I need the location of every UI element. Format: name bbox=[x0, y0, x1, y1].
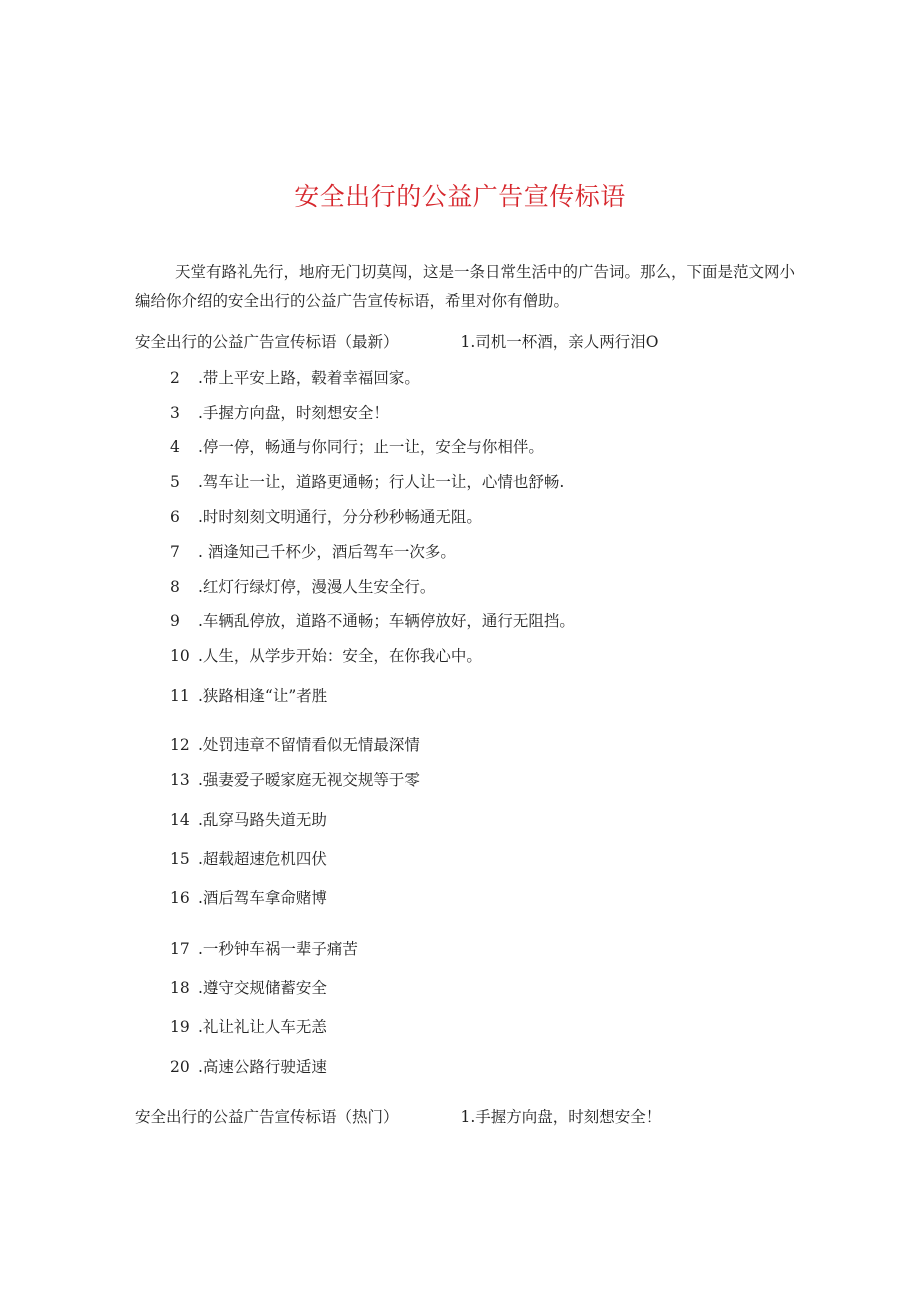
item-number: 5 bbox=[170, 473, 180, 491]
item-text: .超载超速危机四伏 bbox=[198, 850, 327, 868]
item-number: 2 bbox=[170, 369, 180, 387]
section-popular-heading: 安全出行的公益广告宣传标语（热门） bbox=[135, 1108, 399, 1126]
item-number: 19 bbox=[170, 1018, 190, 1036]
item-text: .人生，从学步开始：安全，在你我心中。 bbox=[198, 647, 482, 665]
list-item bbox=[170, 609, 575, 633]
item-number: 9 bbox=[170, 612, 180, 630]
item-text: .高速公路行驶适速 bbox=[198, 1058, 327, 1076]
list-item bbox=[170, 540, 456, 564]
item-text: .带上平安上路，毂着幸福回家。 bbox=[198, 369, 420, 387]
list-item bbox=[170, 808, 327, 832]
list-item bbox=[170, 976, 327, 1000]
list-item bbox=[170, 505, 482, 529]
item-text: .处罚违章不留情看似无情最深情 bbox=[198, 736, 420, 754]
list-item bbox=[170, 684, 327, 708]
item-number: 14 bbox=[170, 811, 190, 829]
item-text: .红灯行绿灯停，漫漫人生安全行。 bbox=[198, 578, 436, 596]
item-text: .停一停，畅通与你同行；止一让，安全与你相伴。 bbox=[198, 438, 544, 456]
item-text: .手握方向盘，时刻想安全！ bbox=[198, 404, 389, 422]
list-item bbox=[170, 1015, 327, 1039]
list-item bbox=[170, 847, 327, 871]
item-number: 8 bbox=[170, 578, 180, 596]
list-item bbox=[170, 768, 420, 792]
item-number: 4 bbox=[170, 438, 180, 456]
item-number: 18 bbox=[170, 979, 190, 997]
list-item bbox=[170, 435, 544, 459]
item-text: .强妻爱子暧家庭无视交规等于零 bbox=[198, 771, 420, 789]
item-text: .驾车让一让，道路更通畅；行人让一让，心情也舒畅. bbox=[198, 473, 565, 491]
item-text: .酒后驾车拿命赌博 bbox=[198, 889, 327, 907]
item-text: .遵守交规储蓄安全 bbox=[198, 979, 327, 997]
section-latest-line bbox=[135, 330, 659, 354]
item-text: . 酒逢知己千杯少，酒后驾车一次多。 bbox=[198, 543, 456, 561]
list-item bbox=[170, 470, 564, 494]
list-item bbox=[170, 937, 358, 961]
item-text: .礼让礼让人车无恙 bbox=[198, 1018, 327, 1036]
list-item bbox=[170, 886, 327, 910]
section-latest-heading: 安全出行的公益广告宣传标语（最新） bbox=[135, 333, 399, 351]
item-number: 12 bbox=[170, 736, 190, 754]
item-number: 20 bbox=[170, 1058, 190, 1076]
document-title: 安全出行的公益广告宣传标语 bbox=[294, 182, 626, 211]
item-number: 11 bbox=[170, 687, 190, 705]
list-item bbox=[170, 575, 435, 599]
item-number: 17 bbox=[170, 940, 190, 958]
section-popular-line bbox=[135, 1105, 661, 1129]
section-latest-first-item: 1.司机一杯酒，亲人两行泪O bbox=[460, 333, 659, 351]
list-item bbox=[170, 1055, 327, 1079]
list-item bbox=[170, 733, 420, 757]
list-item bbox=[170, 401, 389, 425]
intro-paragraph: 天堂有路礼先行，地府无门切莫闯，这是一条日常生活中的广告词。那么，下面是范文网小编给你介绍的安全出行的公益广告宣传标语，希里对你有僧助。 bbox=[135, 263, 796, 310]
item-number: 13 bbox=[170, 771, 190, 789]
item-number: 15 bbox=[170, 850, 190, 868]
item-text: .乱穿马路失道无助 bbox=[198, 811, 327, 829]
item-text: .车辆乱停放，道路不通畅；车辆停放好，通行无阻挡。 bbox=[198, 612, 575, 630]
item-number: 6 bbox=[170, 508, 180, 526]
item-number: 7 bbox=[170, 543, 180, 561]
list-item bbox=[170, 644, 482, 668]
item-text: .一秒钟车祸一辈子痛苦 bbox=[198, 940, 358, 958]
item-text: .狭路相逢“让”者胜 bbox=[198, 687, 328, 705]
item-number: 16 bbox=[170, 889, 190, 907]
item-number: 10 bbox=[170, 647, 190, 665]
item-number: 3 bbox=[170, 404, 180, 422]
item-text: .时时刻刻文明通行，分分秒秒畅通无阻。 bbox=[198, 508, 482, 526]
section-popular-first-item: 1.手握方向盘，时刻想安全！ bbox=[460, 1108, 662, 1126]
list-item bbox=[170, 366, 420, 390]
